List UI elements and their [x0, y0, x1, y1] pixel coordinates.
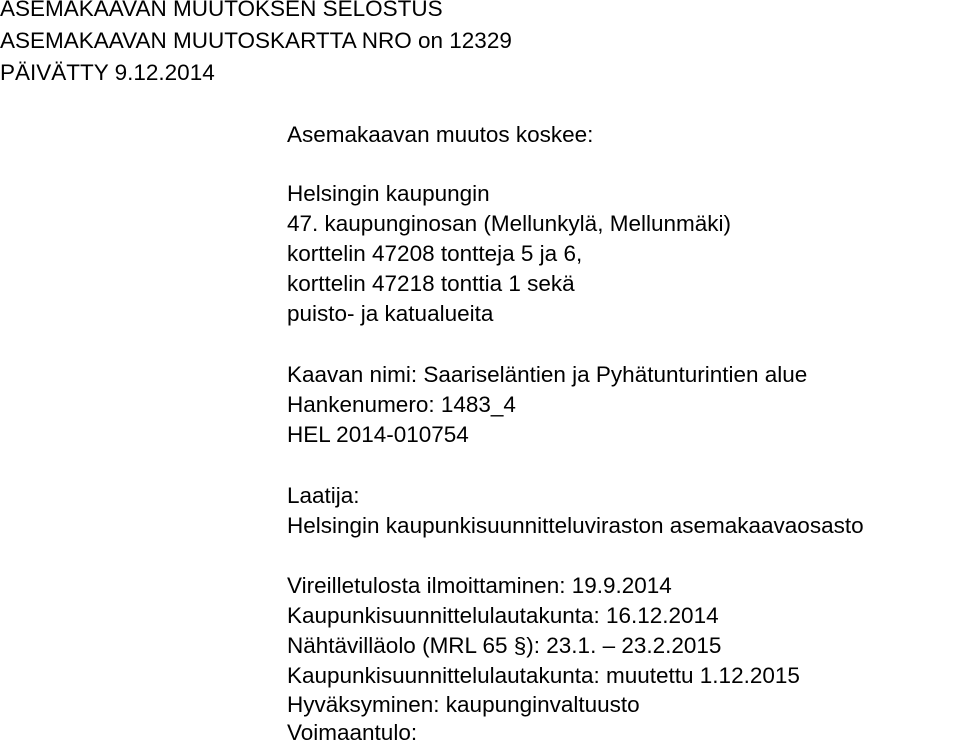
process-line: Nähtävilläolo (MRL 65 §): 23.1. – 23.2.2015: [287, 633, 722, 658]
subject-heading: Asemakaavan muutos koskee:: [287, 122, 594, 147]
subject-line: Helsingin kaupungin: [287, 181, 490, 206]
subject-line: korttelin 47218 tonttia 1 sekä: [287, 271, 575, 296]
process-line: Voimaantulo:: [287, 720, 418, 745]
map-number-line: ASEMAKAAVAN MUUTOSKARTTA NRO on 12329: [0, 28, 512, 53]
subject-line: puisto- ja katualueita: [287, 301, 494, 326]
subject-line: 47. kaupunginosan (Mellunkylä, Mellunmäki): [287, 211, 731, 236]
author-label: Laatija:: [287, 483, 360, 508]
date-line: PÄIVÄTTY 9.12.2014: [0, 60, 215, 85]
hel-number: HEL 2014-010754: [287, 422, 469, 447]
document-title: ASEMAKAAVAN MUUTOKSEN SELOSTUS: [0, 0, 443, 21]
subject-line: korttelin 47208 tontteja 5 ja 6,: [287, 241, 583, 266]
process-line: Vireilletulosta ilmoittaminen: 19.9.2014: [287, 573, 672, 598]
plan-name: Kaavan nimi: Saariseläntien ja Pyhätunturintien alue: [287, 362, 808, 387]
project-number: Hankenumero: 1483_4: [287, 392, 516, 417]
process-line: Kaupunkisuunnittelulautakunta: muutettu 1.12.2015: [287, 663, 800, 688]
process-line: Hyväksyminen: kaupunginvaltuusto: [287, 692, 640, 717]
process-line: Kaupunkisuunnittelulautakunta: 16.12.2014: [287, 603, 719, 628]
author-name: Helsingin kaupunkisuunnitteluviraston asemakaavaosasto: [287, 513, 864, 538]
